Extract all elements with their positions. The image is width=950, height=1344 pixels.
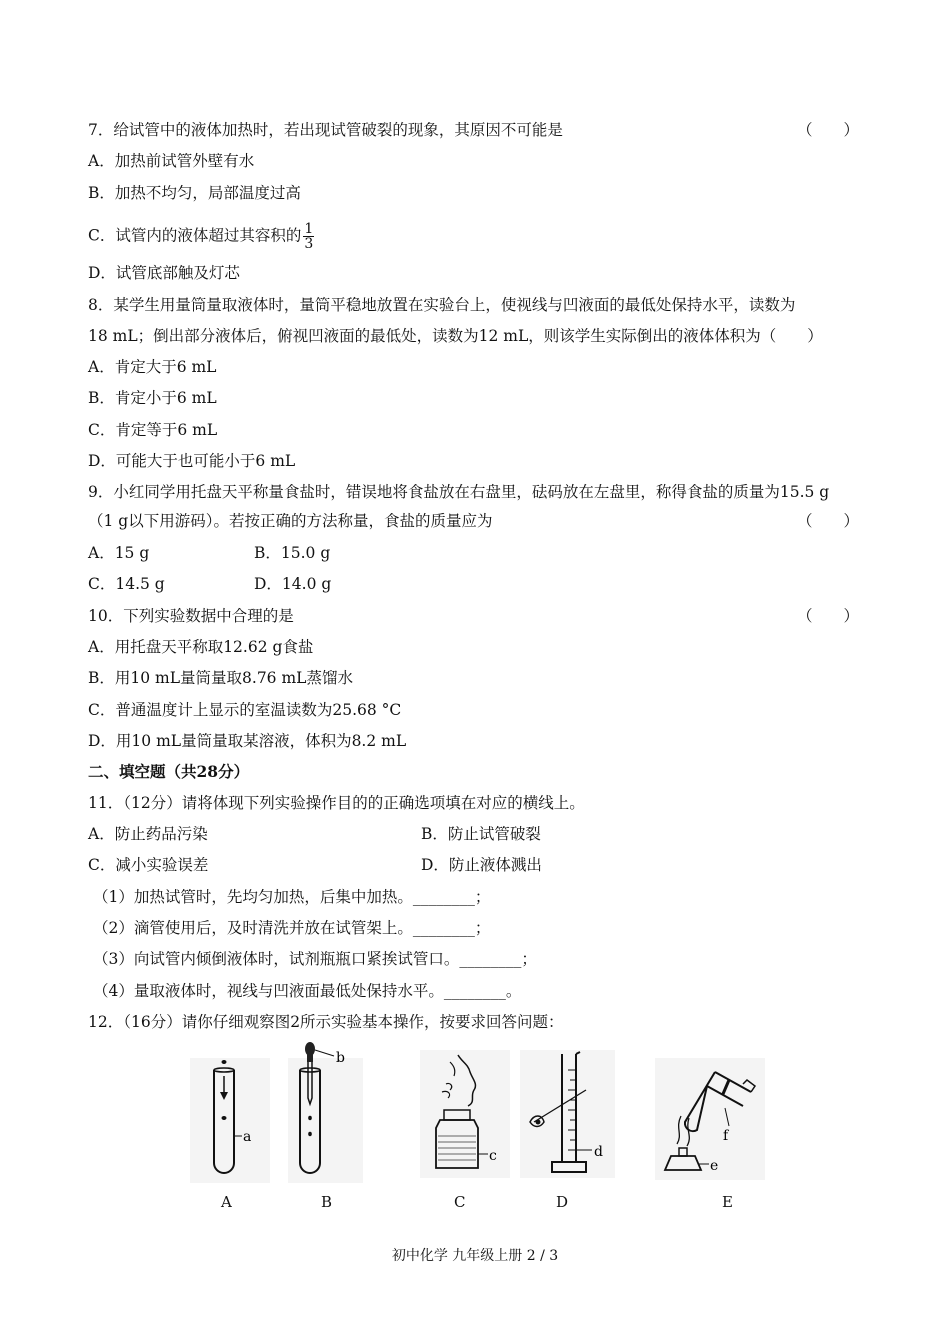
label-b: b bbox=[336, 1050, 345, 1066]
q9-option-c: C．14.5 g bbox=[88, 575, 165, 593]
q9-answer-paren: （ ） bbox=[797, 512, 860, 530]
label-c: c bbox=[489, 1148, 497, 1164]
q10-option-c: C．普通温度计上显示的室温读数为25.68 °C bbox=[88, 701, 402, 719]
q9-stem-line2: （1 g以下用游码）。若按正确的方法称量，食盐的质量应为 bbox=[88, 512, 493, 530]
q11-option-b: B．防止试管破裂 bbox=[421, 825, 541, 843]
q10-answer-paren: （ ） bbox=[797, 607, 860, 625]
q8-stem-line1: 8．某学生用量筒量取液体时，量筒平稳地放置在实验台上，使视线与凹液面的最低处保持水平，读数为 bbox=[88, 296, 796, 314]
q11-option-a: A．防止药品污染 bbox=[88, 825, 208, 843]
figure-d-graduated-cylinder bbox=[520, 1050, 615, 1178]
q11-stem: 11．（12分）请将体现下列实验操作目的的正确选项填在对应的横线上。 bbox=[88, 794, 585, 812]
q11-option-d: D．防止液体溅出 bbox=[421, 856, 542, 874]
q10-option-d: D．用10 mL量筒量取某溶液，体积为8.2 mL bbox=[88, 732, 407, 750]
page-footer: 初中化学 九年级上册 2 / 3 bbox=[391, 1248, 559, 1264]
q8-option-c: C．肯定等于6 mL bbox=[88, 421, 218, 439]
figure-label-b: B bbox=[321, 1193, 333, 1211]
q8-option-b: B．肯定小于6 mL bbox=[88, 389, 217, 407]
q11-option-c: C．减小实验误差 bbox=[88, 856, 209, 874]
q12-stem: 12．（16分）请你仔细观察图2所示实验基本操作，按要求回答问题： bbox=[88, 1013, 564, 1031]
figure-label-e: E bbox=[722, 1193, 733, 1211]
q7-option-d: D．试管底部触及灯芯 bbox=[88, 264, 240, 282]
fraction-numerator: 1 bbox=[304, 221, 314, 237]
q10-option-a: A．用托盘天平称取12.62 g食盐 bbox=[88, 638, 314, 656]
q11-sub-1: （1）加热试管时，先均匀加热，后集中加热。________； bbox=[93, 888, 491, 906]
q9-option-a: A．15 g bbox=[88, 544, 150, 562]
q10-stem: 10．下列实验数据中合理的是 bbox=[88, 607, 294, 625]
fraction-denominator: 3 bbox=[304, 236, 314, 252]
q7-option-b: B．加热不均匀，局部温度过高 bbox=[88, 184, 301, 202]
label-a: a bbox=[243, 1129, 252, 1145]
q9-stem-line1: 9．小红同学用托盘天平称量食盐时，错误地将食盐放在右盘里，砝码放在左盘里，称得食盐的质量为15.5 g bbox=[88, 483, 830, 501]
figure-a-test-tube bbox=[190, 1058, 270, 1183]
figure-label-d: D bbox=[556, 1193, 569, 1211]
q9-option-d: D．14.0 g bbox=[254, 575, 332, 593]
q7-stem: 7．给试管中的液体加热时，若出现试管破裂的现象，其原因不可能是 bbox=[88, 121, 563, 139]
label-d: d bbox=[594, 1144, 603, 1160]
q10-option-b: B．用10 mL量筒量取8.76 mL蒸馏水 bbox=[88, 669, 353, 687]
figure-e-heating-test-tube bbox=[655, 1058, 765, 1180]
figure-label-a: A bbox=[221, 1193, 232, 1211]
q8-option-d: D．可能大于也可能小于6 mL bbox=[88, 452, 296, 470]
q8-option-a: A．肯定大于6 mL bbox=[88, 358, 217, 376]
figure-b-dropper-test-tube bbox=[288, 1040, 363, 1183]
q7-option-c-text: C．试管内的液体超过其容积的 bbox=[88, 226, 302, 245]
q11-sub-4: （4）量取液体时，视线与凹液面最低处保持水平。________。 bbox=[93, 982, 522, 1000]
q11-sub-2: （2）滴管使用后，及时清洗并放在试管架上。________； bbox=[93, 919, 491, 937]
q11-sub-3: （3）向试管内倾倒液体时，试剂瓶瓶口紧挨试管口。________； bbox=[93, 950, 537, 968]
fraction-one-third bbox=[303, 222, 314, 251]
label-e: e bbox=[710, 1158, 719, 1174]
q7-option-c bbox=[88, 222, 314, 251]
q7-option-a: A．加热前试管外壁有水 bbox=[88, 152, 255, 170]
q9-option-b: B．15.0 g bbox=[254, 544, 331, 562]
figure-c-smelling-reagent bbox=[420, 1050, 510, 1178]
q8-stem-line2: 18 mL；倒出部分液体后，俯视凹液面的最低处，读数为12 mL，则该学生实际倒出的液体体积为（ ） bbox=[88, 327, 823, 345]
section-heading-fill-in: 二、填空题（共28分） bbox=[88, 762, 250, 781]
label-f: f bbox=[723, 1128, 729, 1144]
q7-answer-paren: （ ） bbox=[797, 121, 860, 139]
figure-label-c: C bbox=[454, 1193, 466, 1211]
